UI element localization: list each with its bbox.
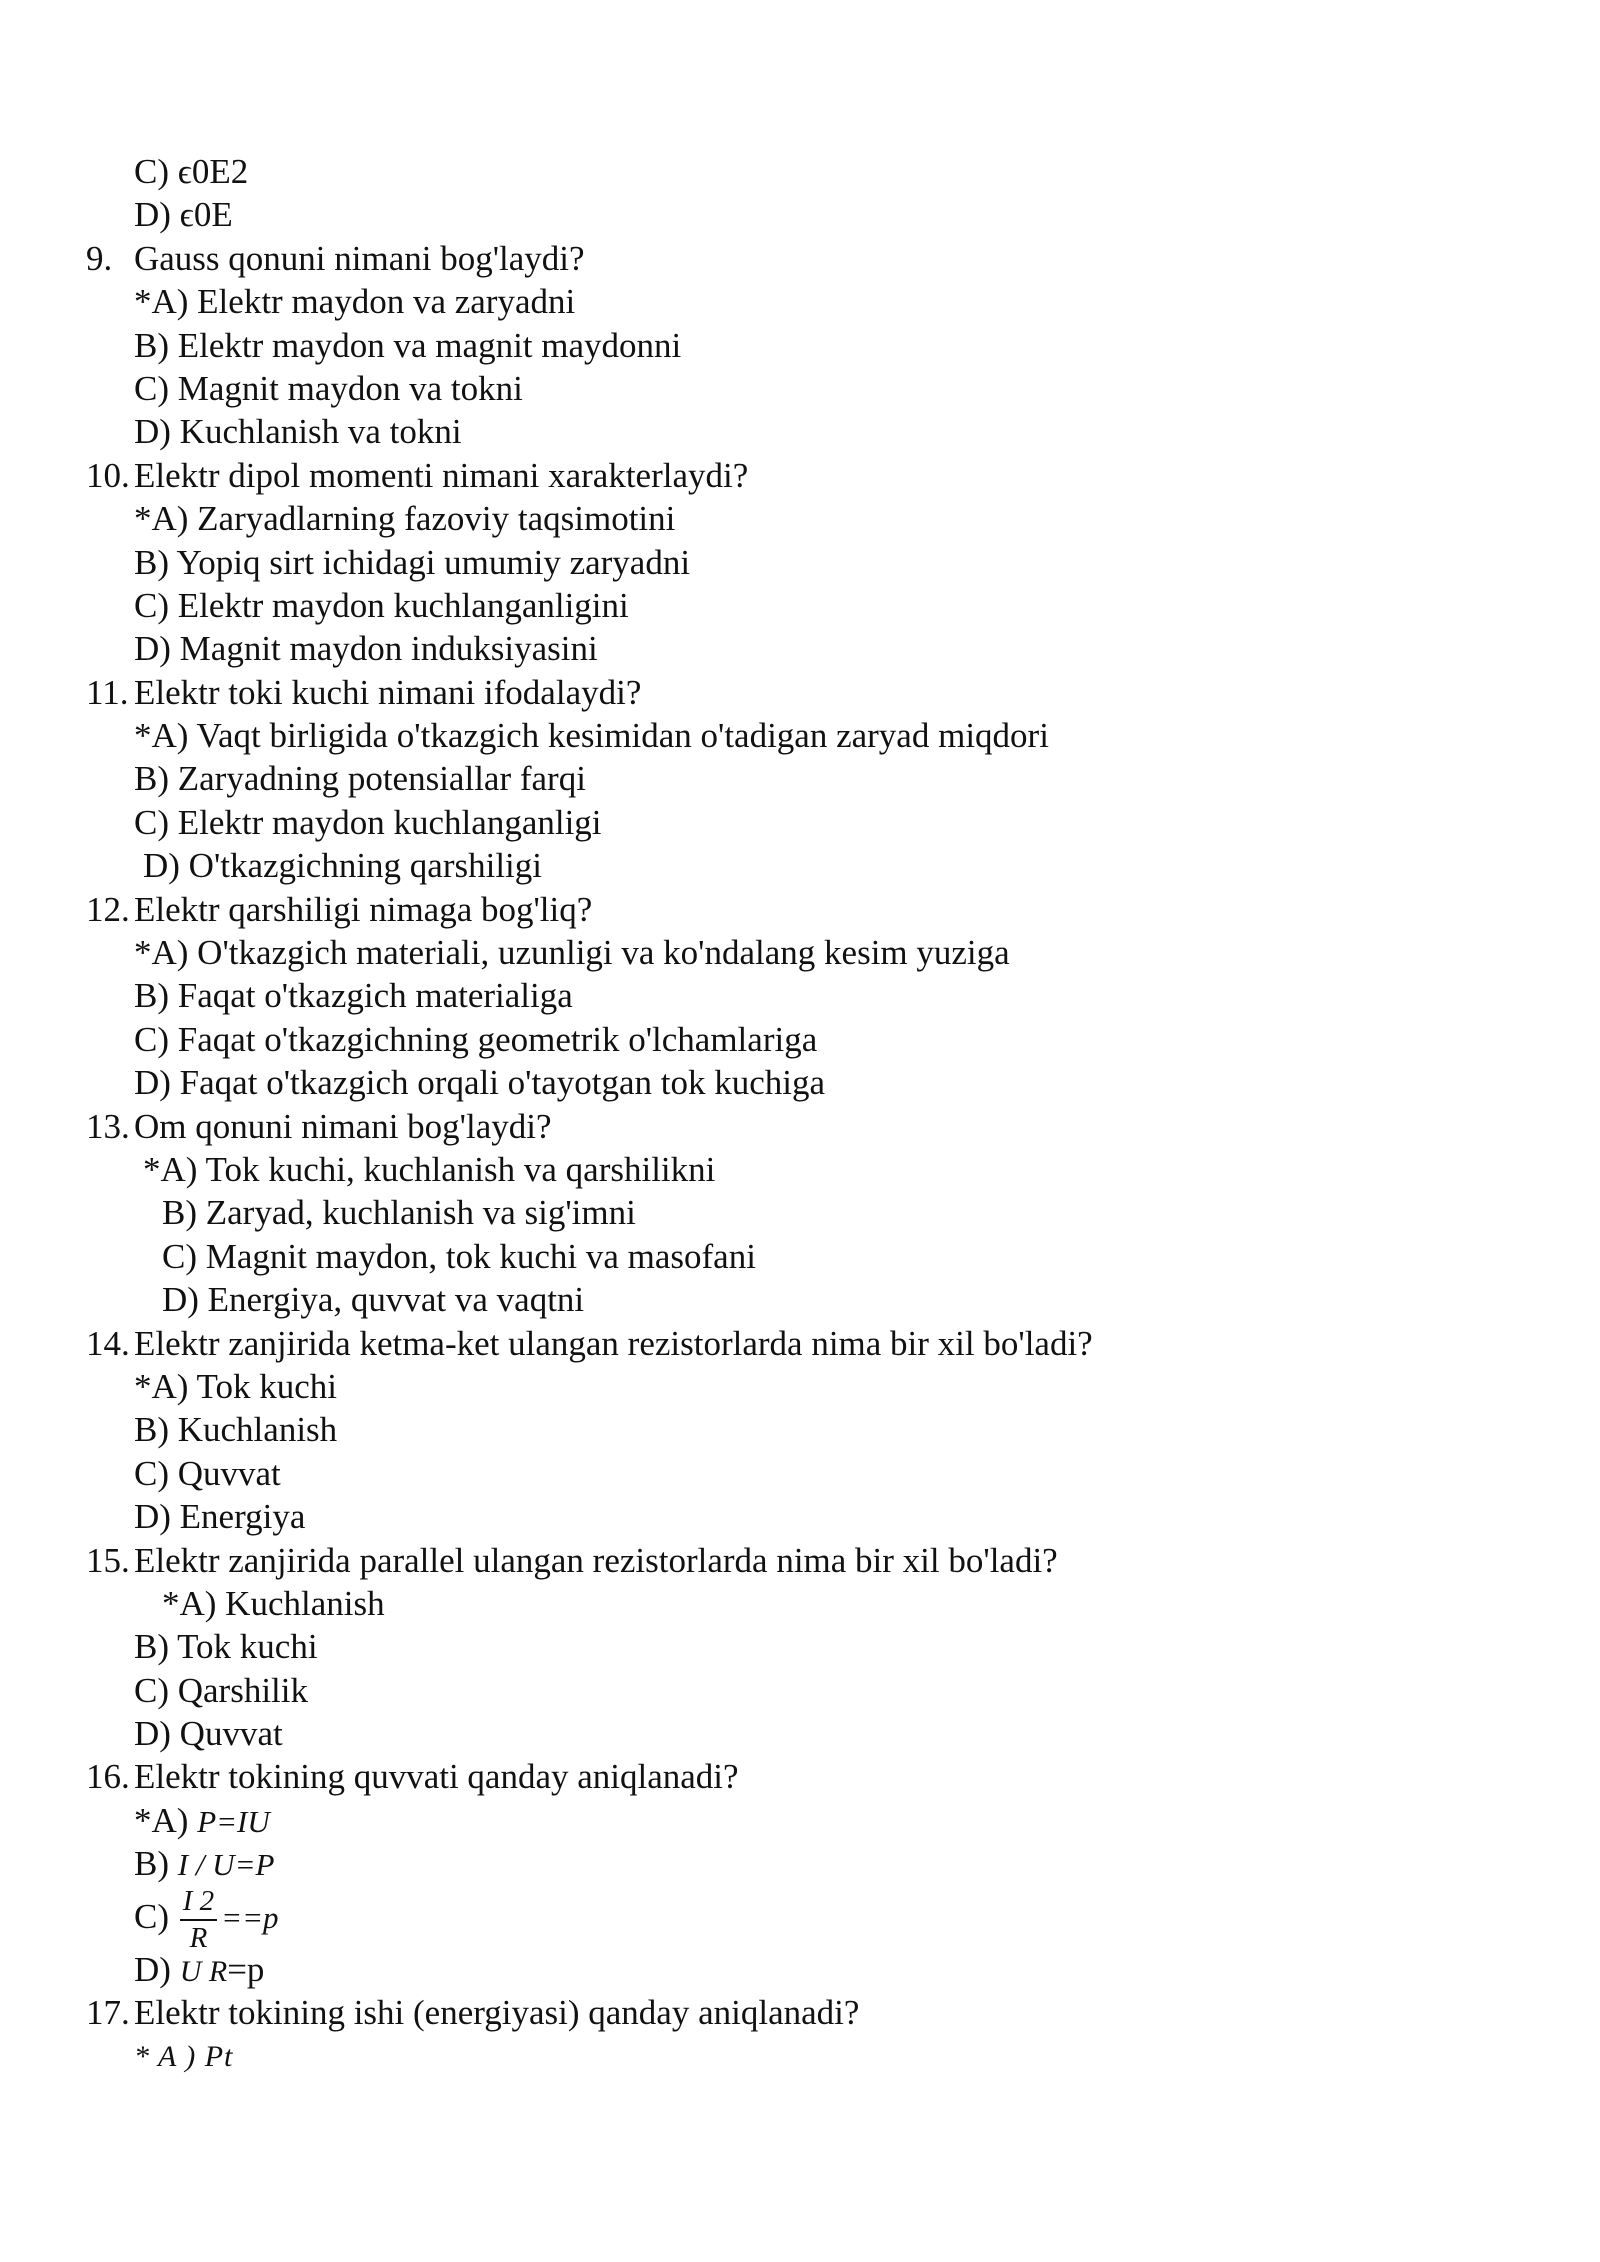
answer-option: *A) Kuchlanish <box>162 1583 385 1623</box>
answer-option: C) ϵ0E2 <box>134 152 249 191</box>
answer-option: C) $\frac{I 2}{R}$ ==p <box>134 1884 279 1954</box>
question-12 <box>0 888 1600 931</box>
question-15 <box>0 1539 1600 1582</box>
answer-option: C) Faqat o'tkazgichning geometrik o'lchamlariga <box>134 1019 818 1059</box>
answer-option: C) Elektr maydon kuchlanganligi <box>134 802 602 842</box>
question-9 <box>0 237 1600 280</box>
answer-option: B) Faqat o'tkazgich materialiga <box>134 976 573 1016</box>
question-10 <box>0 454 1600 497</box>
answer-option <box>0 2034 1600 2077</box>
answer-option: D) U R=p <box>134 1949 265 1989</box>
answer-option: C) Elektr maydon kuchlanganligini <box>134 585 629 625</box>
answer-option: *A) Tok kuchi, kuchlanish va qarshilikni <box>143 1149 716 1189</box>
answer-option: *A) Elektr maydon va zaryadni <box>134 282 576 322</box>
question-text: Elektr tokining ishi (energiyasi) qanday aniqlanadi? <box>134 1993 860 2033</box>
answer-option: *A) Zaryadlarning fazoviy taqsimotini <box>134 499 676 539</box>
answer-option: C) Qarshilik <box>134 1670 309 1710</box>
question-text: Elektr toki kuchi nimani ifodalaydi? <box>134 672 642 712</box>
formula: P=IU <box>197 1803 270 1839</box>
fraction-denominator: R <box>189 1921 208 1954</box>
answer-option: C) Magnit maydon va tokni <box>134 368 523 408</box>
answer-option: B) I / U=P <box>134 1844 275 1884</box>
question-number: 14. <box>86 1323 130 1363</box>
question-13 <box>0 1105 1600 1148</box>
question-number: 13. <box>86 1106 130 1146</box>
question-text: Elektr zanjirida ketma-ket ulangan rezistorlarda nima bir xil bo'ladi? <box>134 1323 1093 1363</box>
question-text: Gauss qonuni nimani bog'laydi? <box>134 238 585 278</box>
formula: ==p <box>221 1899 279 1935</box>
fraction <box>180 1884 217 1954</box>
answer-option: D) Magnit maydon induksiyasini <box>134 629 598 669</box>
answer-option: D) O'tkazgichning qarshiligi <box>143 846 542 886</box>
answer-option: D) Kuchlanish va tokni <box>134 412 462 452</box>
question-14 <box>0 1322 1600 1365</box>
answer-option: *A) Tok kuchi <box>134 1366 337 1406</box>
formula-tail: =p <box>227 1949 265 1989</box>
formula: * A ) Pt <box>134 2040 234 2074</box>
question-11 <box>0 671 1600 714</box>
answer-option: B) Zaryad, kuchlanish va sig'imni <box>162 1193 636 1233</box>
answer-option: D) ϵ0E <box>134 195 233 235</box>
question-number: 10. <box>86 455 130 495</box>
formula: U R <box>179 1954 228 1988</box>
question-number: 15. <box>86 1540 130 1580</box>
answer-option: *A) Vaqt birligida o'tkazgich kesimidan o'tadigan zaryad miqdori <box>134 716 1049 756</box>
answer-option: B) Zaryadning potensiallar farqi <box>134 759 586 799</box>
formula: I / U=P <box>177 1847 275 1883</box>
question-number: 17. <box>86 1993 130 2033</box>
fraction-numerator: I 2 <box>180 1887 217 1921</box>
question-16 <box>0 1755 1600 1798</box>
question-text: Elektr tokining quvvati qanday aniqlanadi? <box>134 1757 739 1797</box>
answer-option: D) Energiya <box>134 1497 306 1537</box>
answer-option: C) Quvvat <box>134 1453 281 1493</box>
question-text: Om qonuni nimani bog'laydi? <box>134 1106 552 1146</box>
test-page <box>0 150 1600 2078</box>
question-number: 16. <box>86 1757 130 1797</box>
answer-option: D) Quvvat <box>134 1714 283 1754</box>
answer-option: B) Yopiq sirt ichidagi umumiy zaryadni <box>134 542 691 582</box>
answer-option: B) Elektr maydon va magnit maydonni <box>134 325 682 365</box>
question-text: Elektr zanjirida parallel ulangan rezistorlarda nima bir xil bo'ladi? <box>134 1540 1058 1580</box>
answer-option: *A) O'tkazgich materiali, uzunligi va ko'ndalang kesim yuziga <box>134 933 1010 973</box>
answer-option: D) Energiya, quvvat va vaqtni <box>162 1280 585 1320</box>
answer-option: C) Magnit maydon, tok kuchi va masofani <box>162 1236 756 1276</box>
answer-option: B) Tok kuchi <box>134 1627 318 1667</box>
question-17 <box>0 1991 1600 2034</box>
question-number: 9. <box>86 238 113 278</box>
answer-option: B) Kuchlanish <box>134 1410 338 1450</box>
question-text: Elektr qarshiligi nimaga bog'liq? <box>134 889 593 929</box>
answer-option: *A) P=IU <box>134 1800 270 1840</box>
question-number: 11. <box>86 672 129 712</box>
question-text: Elektr dipol momenti nimani xarakterlaydi? <box>134 455 749 495</box>
question-number: 12. <box>86 889 130 929</box>
answer-option: D) Faqat o'tkazgich orqali o'tayotgan tok kuchiga <box>134 1063 826 1103</box>
